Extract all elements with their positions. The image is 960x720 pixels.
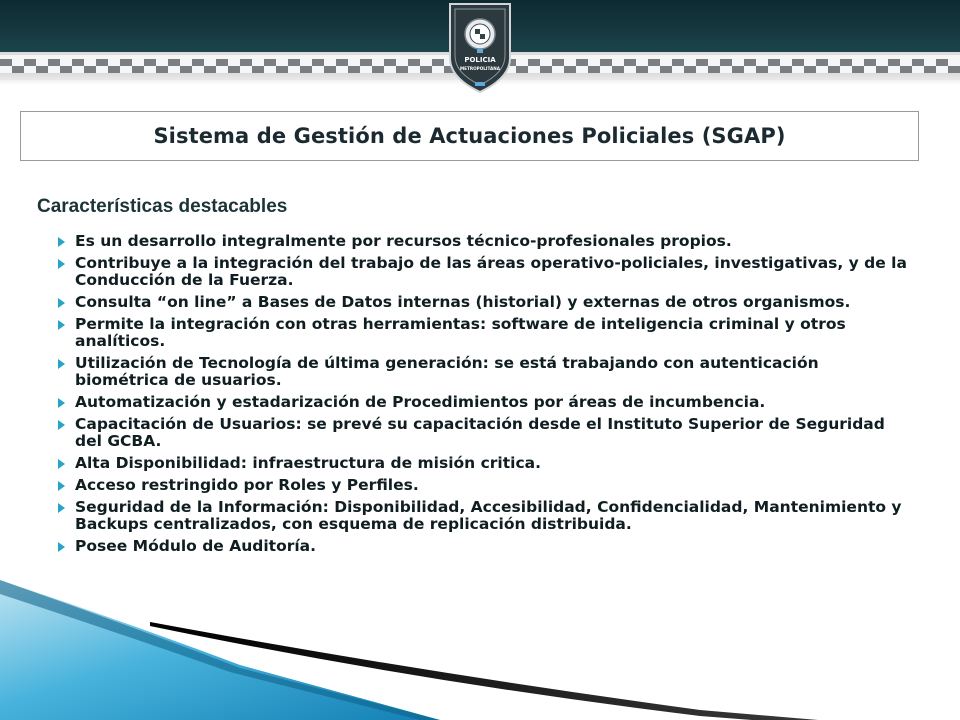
triangle-bullet-icon [58,259,65,269]
triangle-bullet-icon [58,398,65,408]
list-item [0,477,915,494]
list-item [0,316,915,350]
triangle-bullet-icon [58,481,65,491]
list-item-text: Automatización y estadarización de Procedimientos por áreas de incumbencia. [75,393,766,411]
triangle-bullet-icon [58,298,65,308]
list-item [0,255,915,289]
list-item-text: Contribuye a la integración del trabajo de las áreas operativo-policiales, investigativas, y de la Conducción de la Fuerza. [75,254,907,289]
triangle-bullet-icon [58,320,65,330]
feature-list [0,233,960,560]
triangle-bullet-icon [58,237,65,247]
list-item-text: Acceso restringido por Roles y Perfiles. [75,476,419,494]
list-item [0,394,915,411]
list-item [0,416,915,450]
list-item [0,538,915,555]
slide-title: Sistema de Gestión de Actuaciones Policiales (SGAP) [153,124,786,148]
svg-text:POLICIA: POLICIA [464,56,496,64]
svg-text:METROPOLITANA: METROPOLITANA [459,66,501,71]
triangle-bullet-icon [58,420,65,430]
triangle-bullet-icon [58,359,65,369]
triangle-bullet-icon [58,503,65,513]
list-item-text: Alta Disponibilidad: infraestructura de misión critica. [75,454,541,472]
slide-title-box [20,111,919,161]
list-item-text: Capacitación de Usuarios: se prevé su capacitación desde el Instituto Superior de Seguridad del GCBA. [75,415,885,450]
section-heading: Características destacables [37,196,288,217]
list-item-text: Seguridad de la Información: Disponibilidad, Accesibilidad, Confidencialidad, Mantenimiento y Backups centralizados, con esquema de replicación distribuida. [75,498,902,533]
list-item-text: Consulta “on line” a Bases de Datos internas (historial) y externas de otros organismos. [75,293,851,311]
list-item [0,499,915,533]
triangle-bullet-icon [58,542,65,552]
list-item [0,455,915,472]
list-item [0,233,915,250]
decorative-swoosh [0,560,960,720]
list-item-text: Permite la integración con otras herramientas: software de inteligencia criminal y otros analíticos. [75,315,846,350]
list-item [0,355,915,389]
list-item-text: Posee Módulo de Auditoría. [75,537,317,555]
police-badge-logo [446,0,514,96]
list-item-text: Es un desarrollo integralmente por recursos técnico-profesionales propios. [75,232,732,250]
list-item-text: Utilización de Tecnología de última generación: se está trabajando con autenticación biométrica de usuarios. [75,354,819,389]
list-item [0,294,915,311]
triangle-bullet-icon [58,459,65,469]
